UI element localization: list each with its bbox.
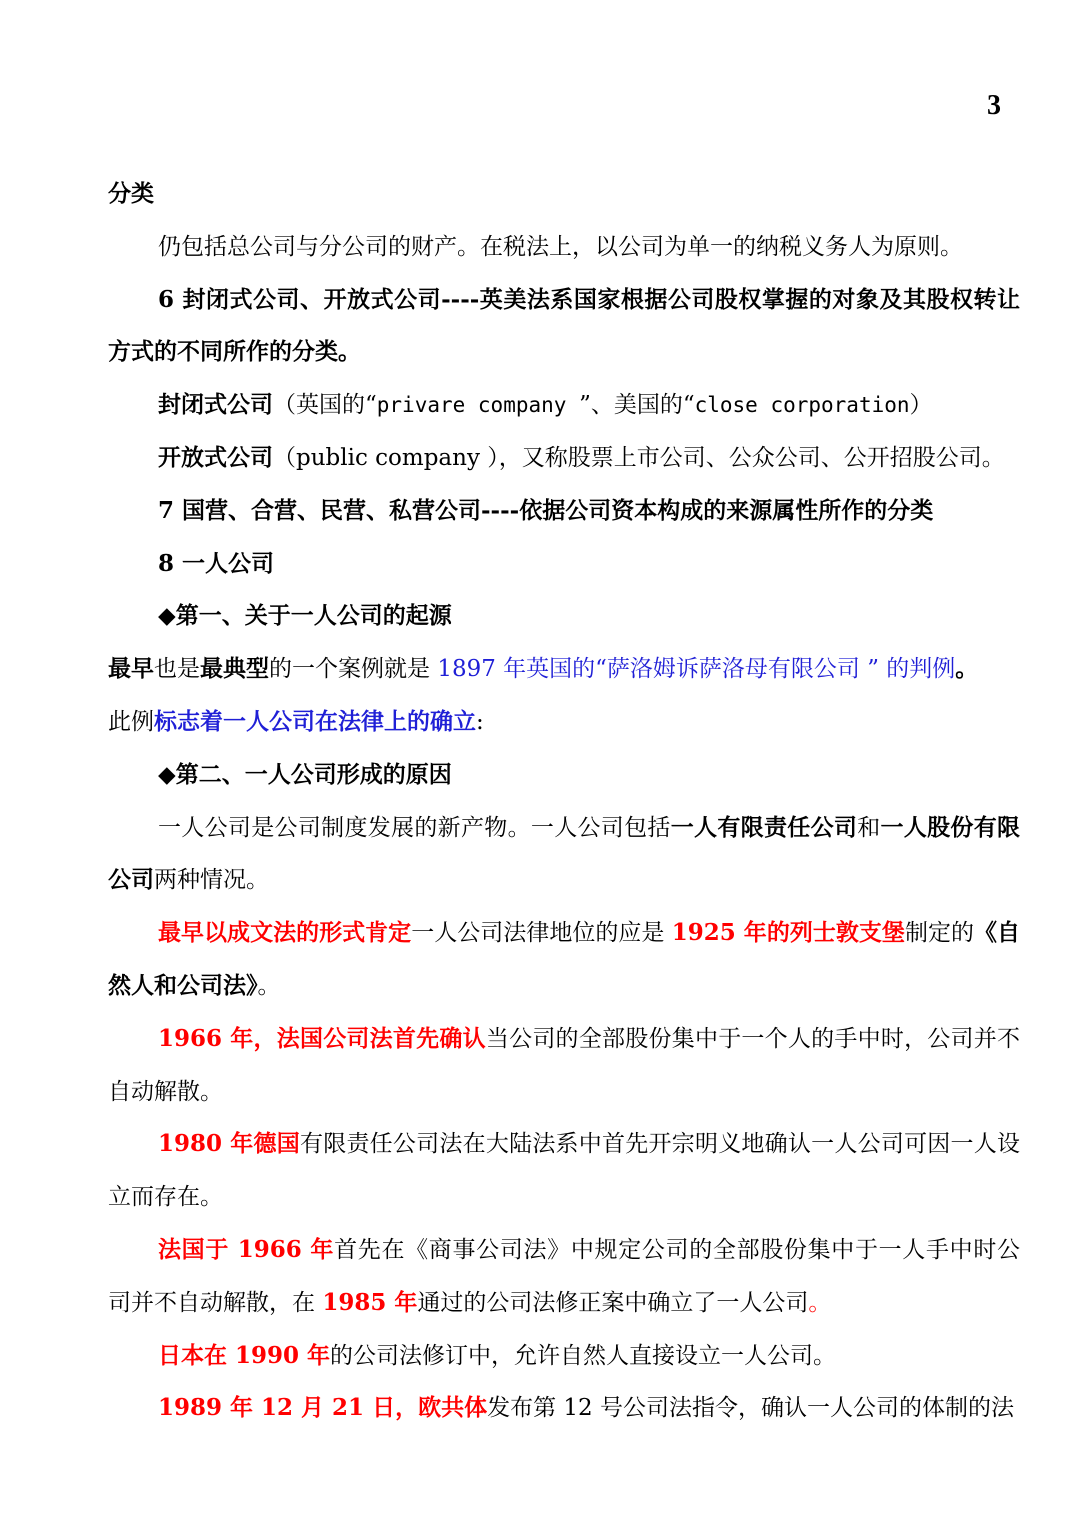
term-open-company: 开放式公司 <box>158 443 273 471</box>
case-name: 1897 年英国的“萨洛姆诉萨洛母有限公司 ” 的判例 <box>437 656 956 683</box>
text: 有限责任公司法在大陆法系中首先开宗明义地确认一人公司可因一人设立而存在。 <box>108 1131 1020 1211</box>
text: 一人公司是公司制度发展的新产物。一人公司包括 <box>158 814 671 841</box>
text: 和 <box>857 814 881 841</box>
paragraph-1966 <box>108 1013 1020 1119</box>
heading-one-person-company: 8 一人公司 <box>158 549 275 577</box>
text: 此例 <box>108 708 154 735</box>
text: 一人公司法律地位的应是 <box>411 920 672 947</box>
text: 也是 <box>154 656 200 683</box>
text: 首先在《商事公司法》中规定公司的全部股份集中于一人手中时公司并不自动解散，在 <box>108 1236 1021 1316</box>
paragraph-new-product <box>108 802 1020 908</box>
paragraph-eec <box>108 1382 1020 1435</box>
highlight: 日本在 1990 年 <box>158 1341 331 1369</box>
highlight: 法国于 1966 年 <box>158 1235 335 1263</box>
highlight: 1980 年德国 <box>158 1130 300 1158</box>
term: 一人股份有限公司 <box>108 813 1021 894</box>
law-title: 《自然人和公司法》 <box>108 919 1021 999</box>
paragraph-france <box>108 1224 1020 1330</box>
paragraph-closed-company <box>108 379 1020 432</box>
paragraph-open-company <box>108 432 1020 485</box>
paragraph-1925 <box>108 907 1020 1013</box>
text: : <box>476 708 484 735</box>
text: 制定的 <box>904 920 974 947</box>
text: 通过的公司法修正案中确立了一人公司 <box>417 1289 809 1316</box>
text: 最典型 <box>200 655 269 683</box>
heading-ownership-types: 7 国营、合营、民营、私营公司----依据公司资本构成的来源属性所作的分类 <box>158 496 934 524</box>
heading-origin: ◆第一、关于一人公司的起源 <box>158 602 452 630</box>
highlight: 1989 年 12 月 21 日，欧共体 <box>158 1394 488 1422</box>
text: 两种情况。 <box>154 867 269 894</box>
heading-fenlei: 分类 <box>108 180 154 207</box>
highlight: 1985 年 <box>322 1288 418 1316</box>
heading-closed-open-company: 6 封闭式公司、开放式公司----英美法系国家根据公司股权掌握的对象及其股权转让方式的不同所作的分类。 <box>108 285 1020 366</box>
paragraph-landmark <box>108 696 1020 749</box>
highlight: 1925 年的列士敦支堡 <box>671 919 905 947</box>
text: ”、美国的“ <box>579 392 695 419</box>
text: （英国的“ <box>273 392 377 419</box>
text: 最早 <box>108 655 154 683</box>
text: 当公司的全部股份集中于一个人的手中时，公司并不自动解散。 <box>108 1025 1020 1105</box>
text: （public company ），又称股票上市公司、公众公司、公开招股公司。 <box>273 444 1005 471</box>
text: 。 <box>257 972 281 999</box>
highlight: 标志着一人公司在法律上的确立 <box>154 707 476 735</box>
paragraph-property: 仍包括总公司与分公司的财产。在税法上，以公司为单一的纳税义务人为原则。 <box>158 233 963 260</box>
term: 一人有限责任公司 <box>670 813 858 841</box>
heading-reasons: ◆第二、一人公司形成的原因 <box>158 760 452 788</box>
paragraph-earliest-case <box>108 643 1020 696</box>
paragraph-1980 <box>108 1118 1020 1224</box>
text: 。 <box>955 655 979 683</box>
text: 的一个案例就是 <box>269 656 438 683</box>
page-number: 3 <box>987 90 1001 121</box>
paragraph-japan <box>108 1330 1020 1383</box>
highlight: 1966 年，法国公司法首先确认 <box>158 1024 486 1052</box>
english-term: privare company <box>376 393 580 418</box>
text: 的公司法修订中，允许自然人直接设立一人公司。 <box>330 1342 837 1369</box>
highlight: 最早以成文法的形式肯定 <box>158 919 412 947</box>
text: 发布第 12 号公司法指令，确认一人公司的体制的法 <box>487 1395 1014 1422</box>
text: 。 <box>808 1289 832 1316</box>
english-term: close corporation <box>694 393 910 418</box>
document-body <box>108 168 1020 1435</box>
term-closed-company: 封闭式公司 <box>158 391 273 419</box>
text: ） <box>909 392 933 419</box>
